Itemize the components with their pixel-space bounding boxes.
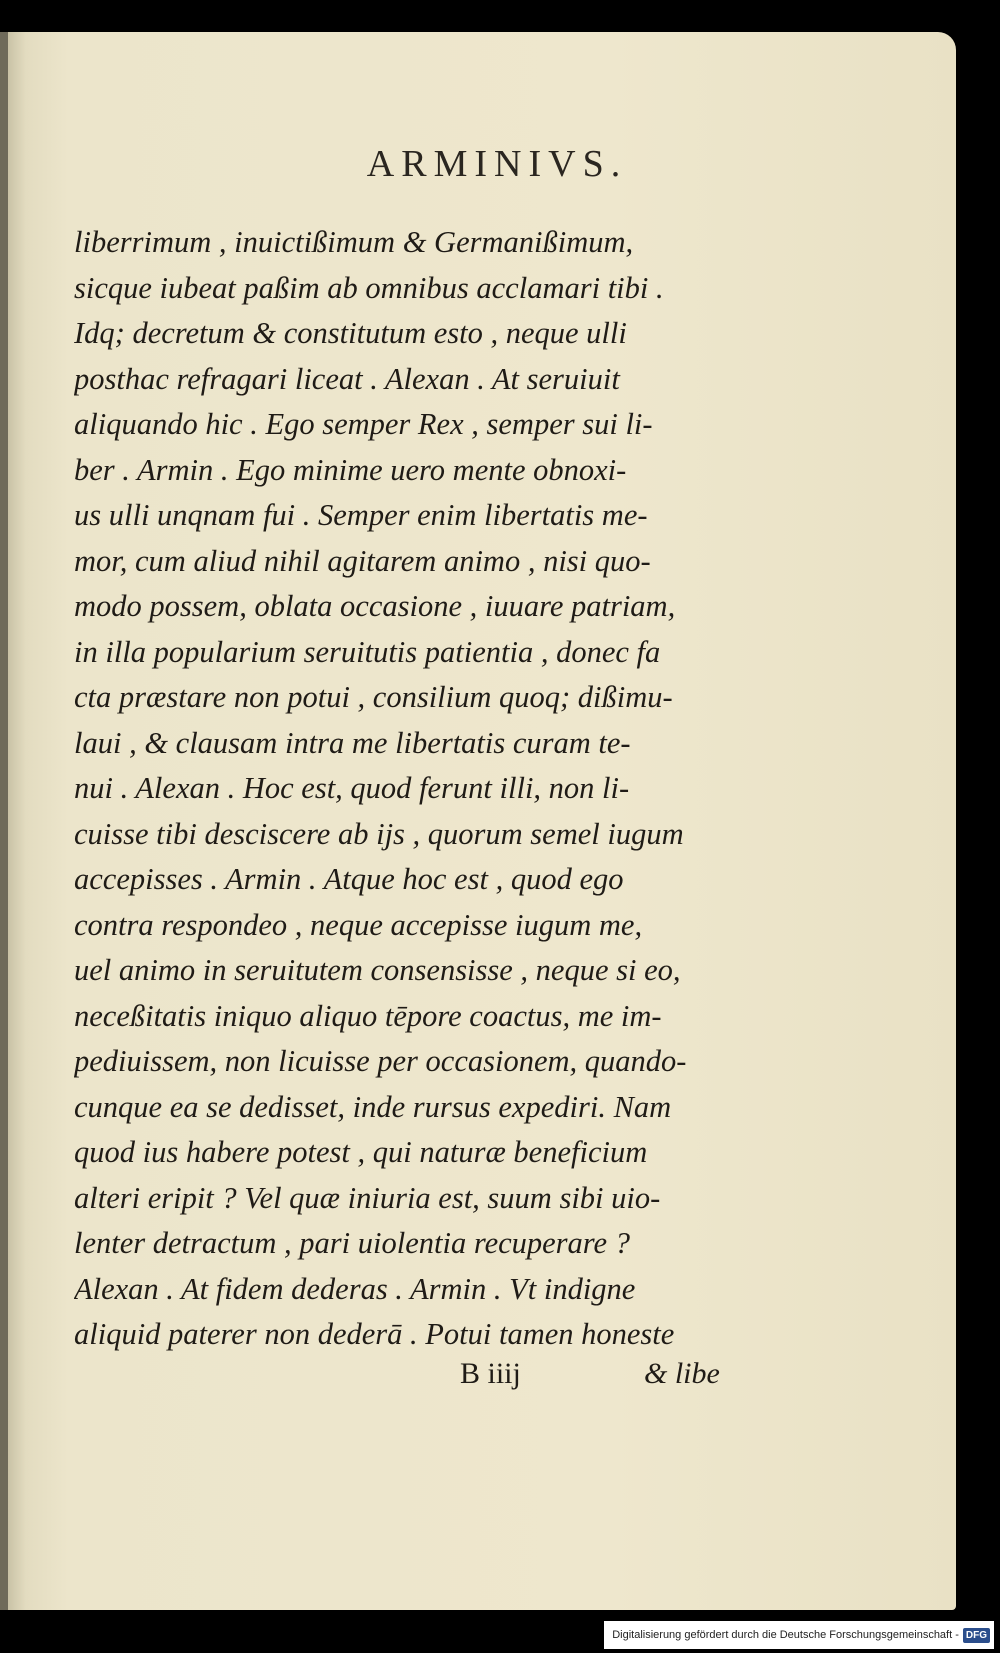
text-line: nui . Alexan . Hoc est, quod ferunt illi, non li-: [74, 771, 630, 805]
text-line: contra respondeo , neque accepisse iugum me,: [74, 907, 643, 942]
text-line: Idq; decretum & constitutum esto , neque ulli: [74, 316, 627, 350]
dfg-logo: DFG: [963, 1628, 990, 1643]
text-line: in illa popularium seruitutis patientia , donec fa: [74, 634, 661, 669]
text-line: liberrimum , inuictißimum & Germanißimum,: [74, 225, 634, 259]
text-block: [74, 220, 754, 1358]
signature-mark: B iiij: [460, 1357, 521, 1390]
text-line: accepisses . Armin . Atque hoc est , quod ego: [74, 862, 624, 896]
text-line: ber . Armin . Ego minime uero mente obnoxi-: [74, 452, 627, 487]
text-line: cta præstare non potui , consilium quoq; dißimu-: [74, 680, 673, 714]
text-line: posthac refragari liceat . Alexan . At seruiuit: [74, 361, 620, 396]
footer-text: Digitalisierung gefördert durch die Deutsche Forschungsgemeinschaft -: [612, 1629, 959, 1641]
text-line: pediuissem, non licuisse per occasionem, quando-: [74, 1044, 687, 1078]
catchword: & libe: [644, 1357, 720, 1390]
text-line: mor, cum aliud nihil agitarem animo , nisi quo-: [74, 543, 651, 578]
text-line: Alexan . At fidem dederas . Armin . Vt indigne: [74, 1271, 636, 1306]
running-head: ARMINIVS.: [366, 143, 628, 185]
text-line: cuisse tibi desciscere ab ijs , quorum semel iugum: [74, 816, 684, 851]
text-line: uel animo in seruitutem consensisse , neque si eo,: [74, 953, 681, 987]
text-line: us ulli unqnam fui . Semper enim libertatis me-: [74, 498, 648, 532]
text-line: lenter detractum , pari uiolentia recuperare ?: [74, 1226, 630, 1260]
text-line: quod ius habere potest , qui naturæ beneficium: [74, 1135, 648, 1169]
text-line: cunque ea se dedisset, inde rursus expediri. Nam: [74, 1089, 672, 1124]
text-line: laui , & clausam intra me libertatis curam te-: [74, 725, 631, 760]
text-line: alteri eripit ? Vel quæ iniuria est, suum sibi uio-: [74, 1180, 661, 1215]
text-line: aliquando hic . Ego semper Rex , semper sui li-: [74, 407, 653, 441]
text-line: modo possem, oblata occasione , iuuare patriam,: [74, 589, 676, 623]
text-line: sicque iubeat paßim ab omnibus acclamari tibi .: [74, 270, 664, 305]
book-page: [8, 32, 956, 1610]
text-line: neceßitatis iniquo aliquo tēpore coactus, me im-: [74, 998, 662, 1033]
digitization-footer: [604, 1621, 994, 1649]
text-line: aliquid paterer non dederā . Potui tamen honeste: [74, 1317, 675, 1351]
